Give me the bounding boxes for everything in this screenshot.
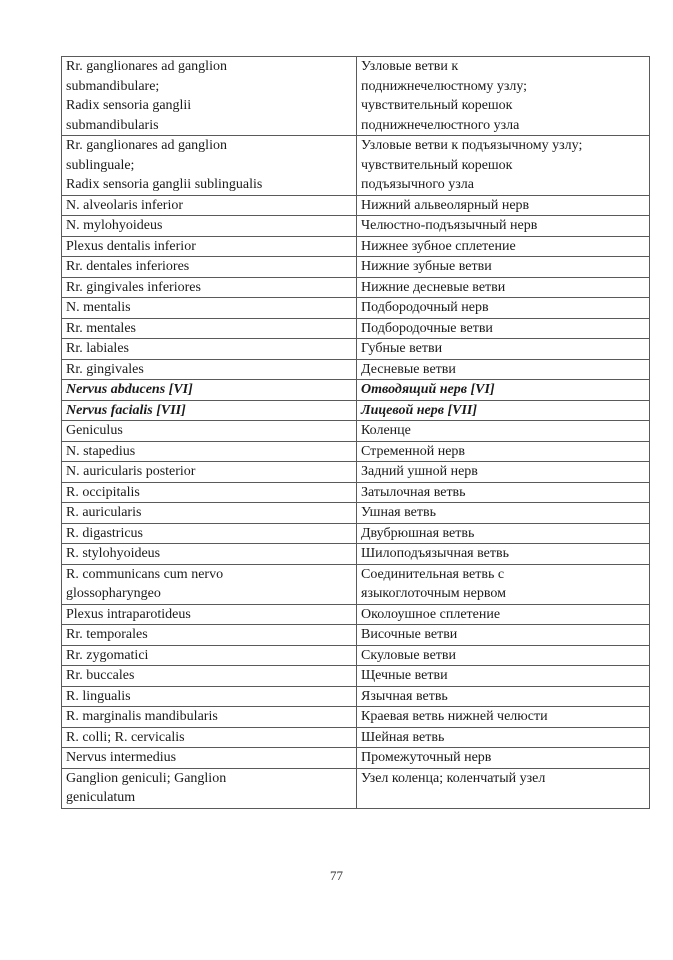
- russian-term-line: Нижний альвеолярный нерв: [361, 197, 530, 213]
- russian-term-line: Шилоподъязычная ветвь: [361, 546, 509, 561]
- russian-term-cell: [357, 380, 650, 401]
- table-row: [62, 727, 650, 748]
- latin-term-line: R. communicans cum nervo: [66, 566, 224, 582]
- russian-term-line: Нижние десневые ветви: [361, 279, 506, 295]
- russian-term-line: Щечные ветви: [361, 668, 448, 683]
- latin-term-line: Nervus intermedius: [66, 750, 177, 765]
- russian-term-cell: [357, 298, 650, 319]
- table-row: [62, 298, 650, 319]
- latin-term-line: N. stapedius: [66, 443, 136, 459]
- russian-term-cell: [357, 645, 650, 666]
- russian-term-line: Подбородочный нерв: [361, 300, 489, 315]
- table-row: [62, 768, 650, 808]
- latin-term-cell: [62, 707, 357, 728]
- russian-term-line: Узловые ветви к подъязычному узлу;: [361, 138, 583, 153]
- russian-term-cell: [357, 462, 650, 483]
- table-row: [62, 523, 650, 544]
- russian-term-cell: [357, 482, 650, 503]
- table-row: [62, 257, 650, 278]
- russian-term-cell: [357, 441, 650, 462]
- latin-term-cell: [62, 503, 357, 524]
- russian-term-line: подъязычного узла: [361, 177, 474, 192]
- latin-term-line: R. auricularis: [66, 505, 142, 520]
- latin-term-cell: [62, 339, 357, 360]
- table-row: [62, 380, 650, 401]
- table-row: [62, 686, 650, 707]
- russian-term-line: Десневые ветви: [361, 361, 456, 377]
- latin-term-cell: [62, 727, 357, 748]
- latin-term-line: submandibulare;: [66, 78, 160, 94]
- latin-term-line: R. occipitalis: [66, 484, 140, 500]
- latin-term-line: Rr. dentales inferiores: [66, 259, 190, 274]
- russian-term-cell: [357, 257, 650, 278]
- terminology-table: [61, 56, 650, 809]
- russian-term-cell: [357, 523, 650, 544]
- russian-term-cell: [357, 57, 650, 136]
- latin-term-line: Rr. gingivales: [66, 361, 144, 377]
- table-row: [62, 482, 650, 503]
- latin-term-cell: [62, 564, 357, 604]
- table-row: [62, 707, 650, 728]
- russian-term-cell: [357, 136, 650, 196]
- latin-term-line: N. mylohyoideus: [66, 218, 163, 233]
- latin-term-cell: [62, 686, 357, 707]
- latin-term-cell: [62, 462, 357, 483]
- latin-term-line: geniculatum: [66, 790, 136, 805]
- latin-term-line: glossopharyngeo: [66, 586, 161, 601]
- russian-term-line: Краевая ветвь нижней челюсти: [361, 709, 548, 724]
- russian-term-line: Соединительная ветвь с: [361, 566, 505, 582]
- table-row: [62, 57, 650, 136]
- russian-term-cell: [357, 318, 650, 339]
- latin-term-cell: [62, 298, 357, 319]
- latin-term-line: Radix sensoria ganglii: [66, 98, 192, 113]
- latin-term-line: Rr. mentales: [66, 320, 136, 336]
- russian-term-line: чувствительный корешок: [361, 157, 513, 173]
- table-row: [62, 277, 650, 298]
- russian-term-cell: [357, 236, 650, 257]
- russian-term-line: Губные ветви: [361, 341, 443, 356]
- table-row: [62, 604, 650, 625]
- latin-term-line: Rr. buccales: [66, 668, 135, 683]
- latin-term-cell: [62, 400, 357, 421]
- latin-term-line: R. stylohyoideus: [66, 546, 161, 561]
- russian-term-line: Нижние зубные ветви: [361, 259, 492, 274]
- russian-term-line: Ушная ветвь: [361, 505, 436, 520]
- russian-term-cell: [357, 216, 650, 237]
- russian-term-line: Двубрюшная ветвь: [361, 525, 475, 541]
- russian-term-line: Узловые ветви к: [361, 59, 459, 74]
- russian-term-cell: [357, 707, 650, 728]
- russian-term-line: Задний ушной нерв: [361, 464, 478, 479]
- russian-term-line: поднижнечелюстного узла: [361, 117, 520, 133]
- table-row: [62, 462, 650, 483]
- table-row: [62, 236, 650, 257]
- latin-term-cell: [62, 421, 357, 442]
- table-row: [62, 421, 650, 442]
- russian-term-cell: [357, 277, 650, 298]
- latin-term-cell: [62, 216, 357, 237]
- table-body: [62, 57, 650, 809]
- latin-term-line: Rr. labiales: [66, 341, 129, 356]
- latin-term-line: R. lingualis: [66, 688, 131, 704]
- russian-term-line: Узел коленца; коленчатый узел: [361, 770, 546, 786]
- russian-term-line: Затылочная ветвь: [361, 484, 466, 500]
- russian-term-cell: [357, 748, 650, 769]
- russian-term-cell: [357, 768, 650, 808]
- russian-term-cell: [357, 195, 650, 216]
- latin-term-line: Geniculus: [66, 423, 123, 438]
- latin-term-cell: [62, 277, 357, 298]
- russian-term-cell: [357, 421, 650, 442]
- table-row: [62, 503, 650, 524]
- latin-term-line: R. digastricus: [66, 525, 143, 541]
- latin-term-line: Rr. temporales: [66, 627, 148, 642]
- table-row: [62, 136, 650, 196]
- table-row: [62, 216, 650, 237]
- latin-term-line: N. auricularis posterior: [66, 464, 196, 479]
- table-row: [62, 625, 650, 646]
- latin-term-line: Ganglion geniculi; Ganglion: [66, 770, 227, 786]
- latin-term-cell: [62, 604, 357, 625]
- latin-term-cell: [62, 666, 357, 687]
- russian-term-line: Шейная ветвь: [361, 729, 445, 745]
- russian-term-cell: [357, 359, 650, 380]
- latin-term-line: R. marginalis mandibularis: [66, 709, 218, 724]
- russian-term-line: Коленце: [361, 423, 411, 438]
- latin-term-line: Nervus facialis [VII]: [66, 402, 186, 418]
- latin-term-line: Plexus intraparotideus: [66, 606, 191, 622]
- latin-term-line: Plexus dentalis inferior: [66, 238, 196, 254]
- latin-term-line: Radix sensoria ganglii sublingualis: [66, 177, 263, 192]
- latin-term-cell: [62, 768, 357, 808]
- russian-term-cell: [357, 544, 650, 565]
- latin-term-cell: [62, 523, 357, 544]
- russian-term-cell: [357, 564, 650, 604]
- table-row: [62, 339, 650, 360]
- table-row: [62, 359, 650, 380]
- russian-term-cell: [357, 686, 650, 707]
- table-row: [62, 318, 650, 339]
- russian-term-cell: [357, 339, 650, 360]
- table-row: [62, 645, 650, 666]
- russian-term-cell: [357, 625, 650, 646]
- russian-term-line: Стременной нерв: [361, 443, 466, 459]
- russian-term-line: Околоушное сплетение: [361, 606, 501, 622]
- russian-term-line: Нижнее зубное сплетение: [361, 238, 516, 254]
- latin-term-cell: [62, 625, 357, 646]
- russian-term-line: Подбородочные ветви: [361, 320, 493, 336]
- latin-term-cell: [62, 236, 357, 257]
- latin-term-cell: [62, 544, 357, 565]
- latin-term-line: N. alveolaris inferior: [66, 197, 184, 213]
- table-row: [62, 441, 650, 462]
- russian-term-line: Височные ветви: [361, 627, 458, 642]
- russian-term-cell: [357, 666, 650, 687]
- russian-term-cell: [357, 400, 650, 421]
- latin-term-cell: [62, 318, 357, 339]
- latin-term-line: Rr. ganglionares ad ganglion: [66, 138, 227, 153]
- russian-term-line: Скуловые ветви: [361, 647, 457, 663]
- russian-term-line: Язычная ветвь: [361, 688, 448, 704]
- russian-term-line: чувствительный корешок: [361, 98, 513, 113]
- latin-term-cell: [62, 441, 357, 462]
- table-row: [62, 195, 650, 216]
- latin-term-line: submandibularis: [66, 117, 159, 133]
- latin-term-line: Rr. ganglionares ad ganglion: [66, 59, 227, 74]
- latin-term-line: N. mentalis: [66, 300, 131, 315]
- page-number: 77: [330, 868, 343, 883]
- latin-term-line: Rr. gingivales inferiores: [66, 279, 201, 295]
- russian-term-line: Челюстно-подъязычный нерв: [361, 218, 538, 233]
- latin-term-cell: [62, 380, 357, 401]
- latin-term-cell: [62, 645, 357, 666]
- latin-term-cell: [62, 482, 357, 503]
- latin-term-cell: [62, 748, 357, 769]
- latin-term-cell: [62, 359, 357, 380]
- russian-term-cell: [357, 604, 650, 625]
- table-row: [62, 666, 650, 687]
- table-row: [62, 400, 650, 421]
- russian-term-cell: [357, 727, 650, 748]
- latin-term-line: Rr. zygomatici: [66, 647, 149, 663]
- russian-term-line: Промежуточный нерв: [361, 750, 492, 765]
- latin-term-line: R. colli; R. cervicalis: [66, 729, 185, 745]
- russian-term-cell: [357, 503, 650, 524]
- latin-term-line: Nervus abducens [VI]: [66, 382, 193, 397]
- russian-term-line: поднижнечелюстному узлу;: [361, 78, 528, 94]
- latin-term-cell: [62, 257, 357, 278]
- table-row: [62, 748, 650, 769]
- russian-term-line: Лицевой нерв [VII]: [361, 402, 478, 418]
- latin-term-cell: [62, 136, 357, 196]
- table-row: [62, 544, 650, 565]
- latin-term-cell: [62, 195, 357, 216]
- table-row: [62, 564, 650, 604]
- russian-term-line: языкоглоточным нервом: [361, 586, 506, 601]
- latin-term-line: sublinguale;: [66, 157, 135, 173]
- russian-term-line: Отводящий нерв [VI]: [361, 382, 495, 397]
- latin-term-cell: [62, 57, 357, 136]
